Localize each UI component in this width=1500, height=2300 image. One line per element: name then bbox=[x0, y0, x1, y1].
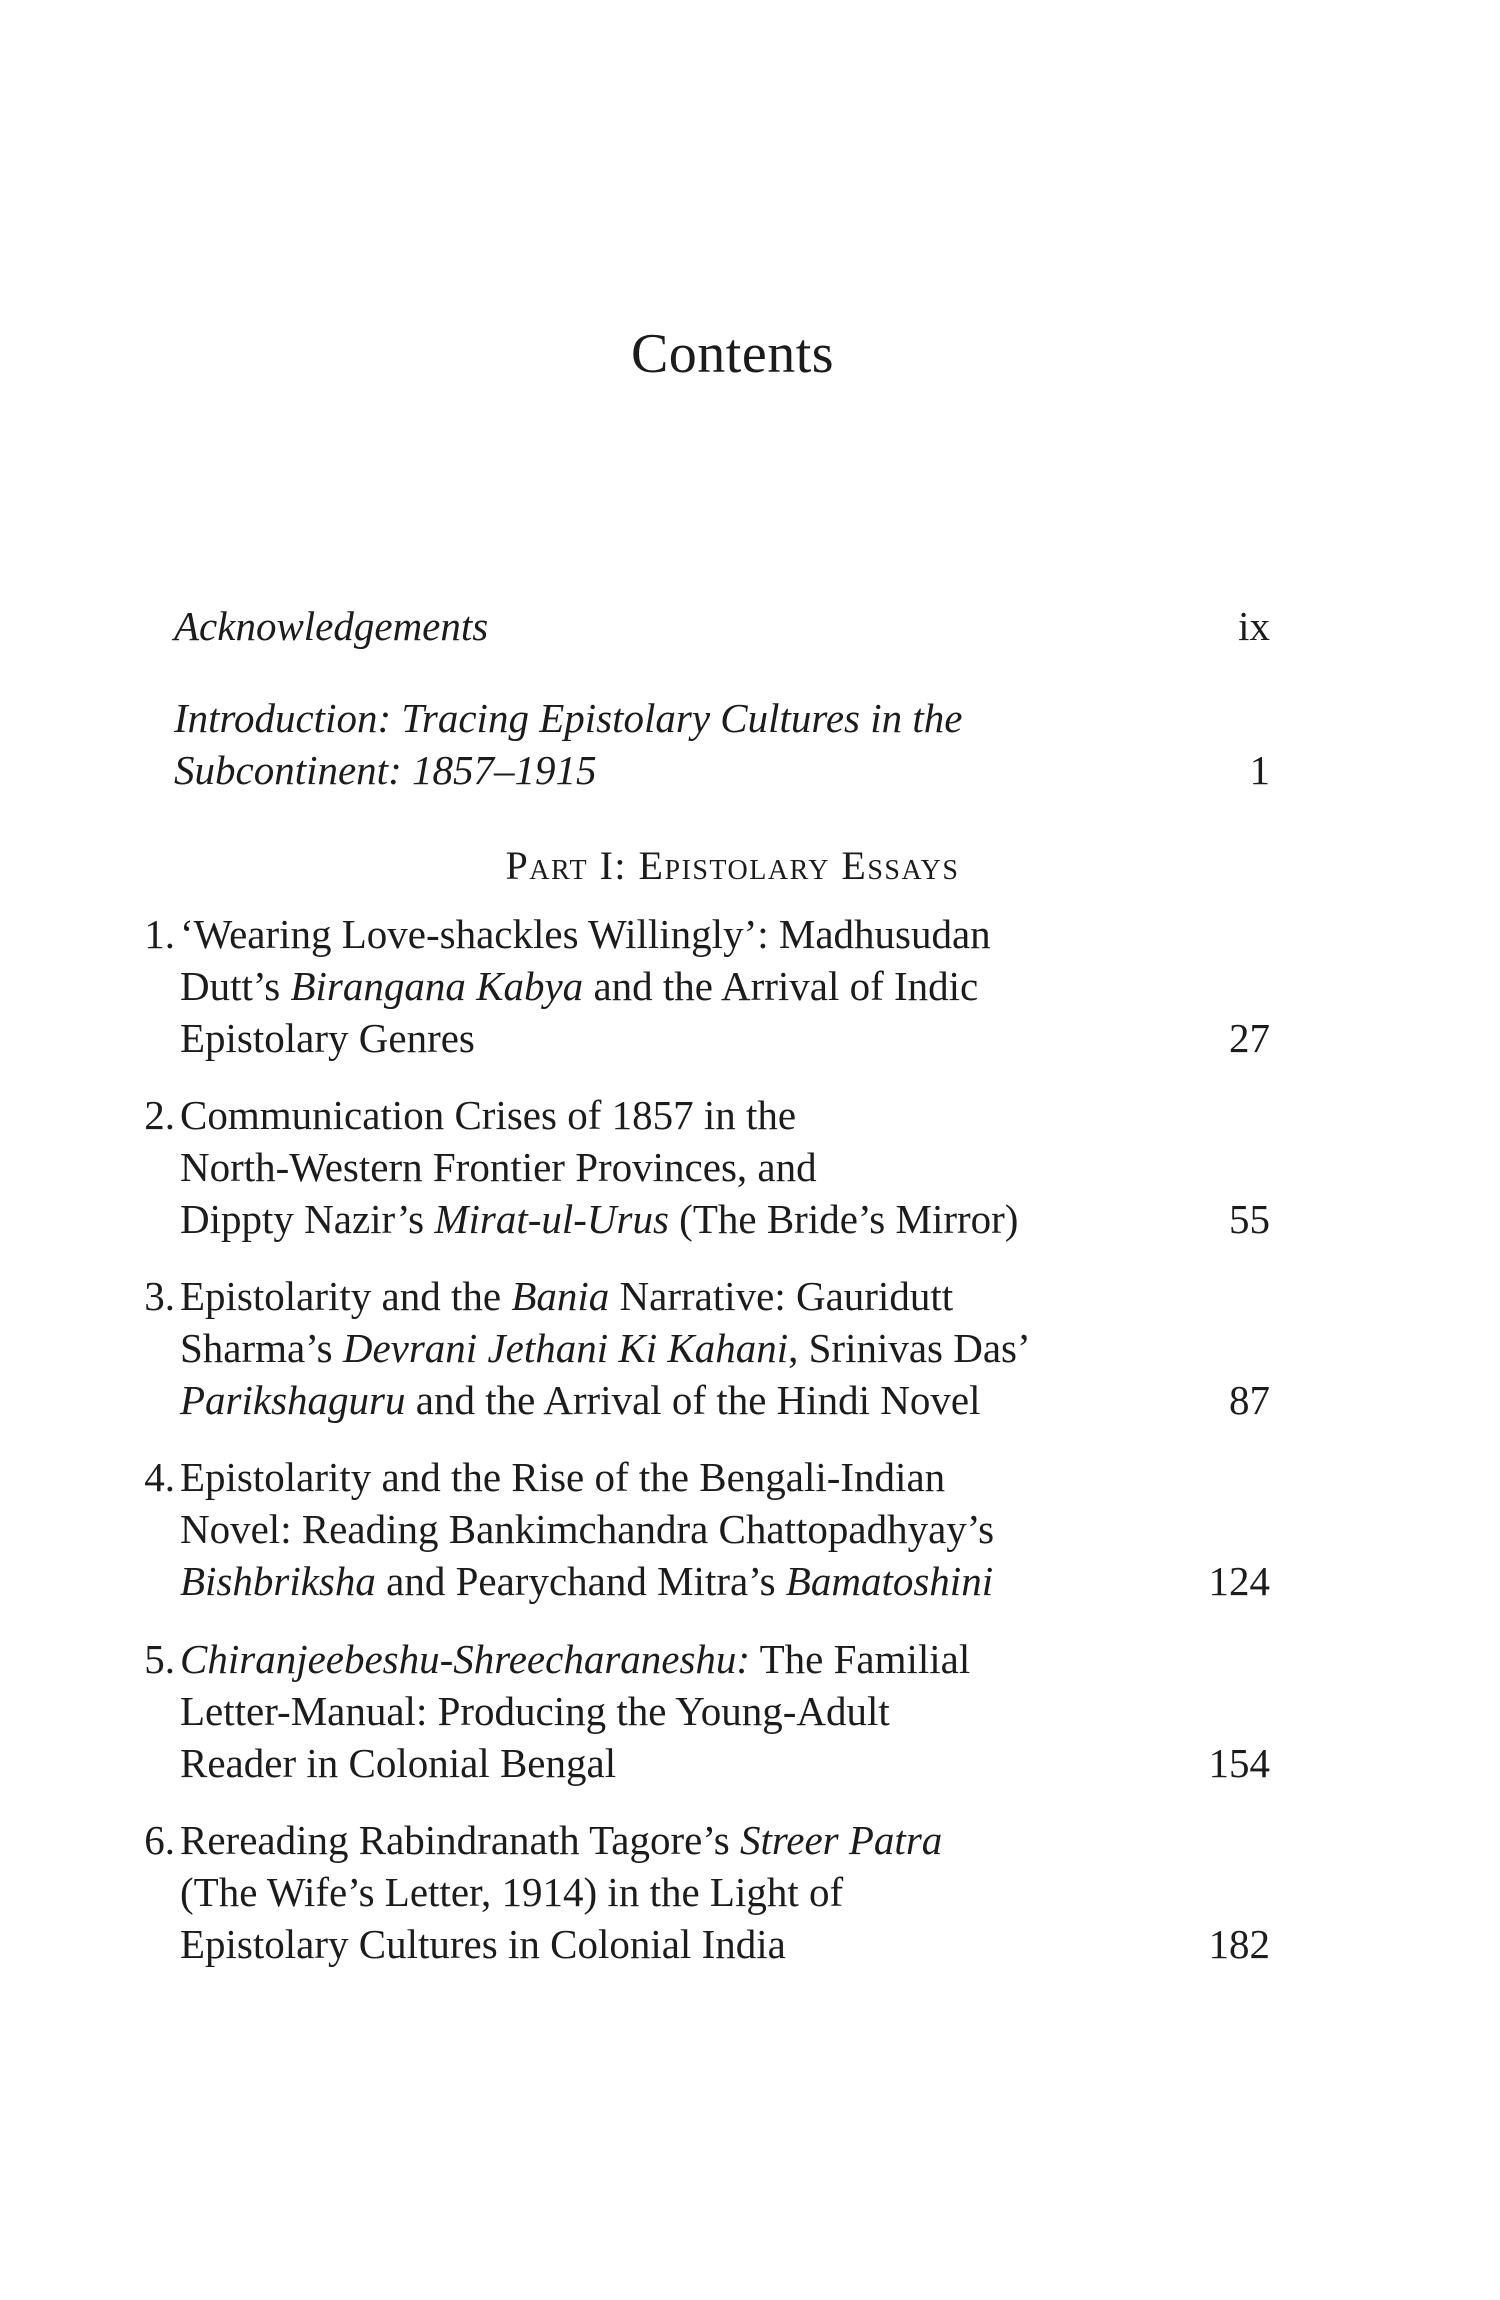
entry-title-line bbox=[180, 1374, 981, 1426]
title-segment: (The Bride’s Mirror) bbox=[668, 1196, 1019, 1242]
entry-title-line bbox=[180, 1193, 1018, 1245]
italic-title-segment: Bania bbox=[511, 1273, 610, 1319]
italic-title-segment: Birangana Kabya bbox=[290, 963, 584, 1009]
page-number: 1 bbox=[1249, 747, 1270, 793]
entry-title-line bbox=[180, 1918, 786, 1970]
entry-title-line bbox=[180, 1503, 994, 1555]
title-segment: Dippty Nazir’s bbox=[180, 1196, 435, 1242]
entry-title-line bbox=[180, 1685, 890, 1737]
toc-entry bbox=[130, 1633, 1270, 1789]
toc-entry bbox=[130, 1814, 1270, 1970]
entry-title-line bbox=[180, 1555, 993, 1607]
page-number: 182 bbox=[1208, 1921, 1270, 1967]
italic-title-segment: Parikshaguru bbox=[180, 1377, 406, 1423]
entry-title-line bbox=[180, 1270, 953, 1322]
title-segment: Narrative: Gauridutt bbox=[609, 1273, 954, 1319]
entry-title-line bbox=[180, 1633, 970, 1685]
page-number: 27 bbox=[1229, 1015, 1270, 1061]
entry-title-line bbox=[180, 1141, 817, 1193]
italic-title-segment: Bishbriksha bbox=[180, 1558, 376, 1604]
title-segment: and the Arrival of the Hindi Novel bbox=[405, 1377, 981, 1423]
entry-title-line bbox=[180, 1089, 796, 1141]
italic-title-segment: Mirat-ul-Urus bbox=[434, 1196, 669, 1242]
italic-title-segment: Introduction: Tracing Epistolary Cultures in the bbox=[174, 695, 963, 741]
title-segment: (The Wife’s Letter, 1914) in the Light of bbox=[180, 1869, 844, 1915]
chapter-number: 1. bbox=[144, 911, 175, 957]
toc-entry bbox=[174, 692, 1270, 796]
page-number: 124 bbox=[1208, 1558, 1270, 1604]
title-segment: The Familial bbox=[750, 1636, 971, 1682]
entry-title-line bbox=[180, 1322, 1031, 1374]
italic-title-segment: Streer Patra bbox=[739, 1817, 943, 1863]
chapter-number: 3. bbox=[144, 1273, 175, 1319]
entry-title-line bbox=[180, 908, 991, 960]
title-segment: ‘Wearing Love-shackles Willingly’: Madhusudan bbox=[180, 911, 991, 957]
title-segment: and Pearychand Mitra’s bbox=[375, 1558, 786, 1604]
toc-entry bbox=[174, 600, 1270, 652]
toc-entry bbox=[130, 1089, 1270, 1245]
entry-title-line bbox=[174, 600, 488, 652]
title-segment: Novel: Reading Bankimchandra Chattopadhyay’s bbox=[180, 1506, 995, 1552]
title-segment: Epistolary Genres bbox=[180, 1015, 475, 1061]
italic-title-segment: Bamatoshini bbox=[785, 1558, 994, 1604]
title-segment: Letter-Manual: Producing the Young-Adult bbox=[180, 1688, 890, 1734]
title-segment: Epistolarity and the bbox=[180, 1273, 512, 1319]
italic-title-segment: Chiranjeebeshu-Shreecharaneshu: bbox=[180, 1636, 751, 1682]
toc-entry bbox=[130, 908, 1270, 1064]
title-segment: and the Arrival of Indic bbox=[583, 963, 979, 1009]
title-segment: North-Western Frontier Provinces, and bbox=[180, 1144, 817, 1190]
title-segment: Sharma’s bbox=[180, 1325, 343, 1371]
chapter-number: 4. bbox=[144, 1454, 175, 1500]
toc-entry bbox=[130, 1270, 1270, 1426]
italic-title-segment: Acknowledgements bbox=[174, 603, 489, 649]
entry-title-line bbox=[174, 744, 596, 796]
entry-title-line bbox=[180, 1814, 942, 1866]
entry-title-line bbox=[180, 1866, 843, 1918]
italic-title-segment: Devrani Jethani Ki Kahani bbox=[342, 1325, 789, 1371]
page-number: 154 bbox=[1208, 1740, 1270, 1786]
chapter-number: 2. bbox=[144, 1092, 175, 1138]
title-segment: , Srinivas Das’ bbox=[788, 1325, 1031, 1371]
entry-title-line bbox=[180, 1451, 945, 1503]
title-segment: Epistolary Cultures in Colonial India bbox=[180, 1921, 786, 1967]
italic-title-segment: Subcontinent: 1857–1915 bbox=[174, 747, 597, 793]
title-segment: Rereading Rabindranath Tagore’s bbox=[180, 1817, 740, 1863]
entry-title-line bbox=[180, 1012, 475, 1064]
part-heading: Part I: Epistolary Essays bbox=[505, 843, 960, 888]
page-number: 87 bbox=[1229, 1377, 1270, 1423]
entry-title-line bbox=[174, 692, 962, 744]
entry-title-line bbox=[180, 960, 978, 1012]
title-segment: Dutt’s bbox=[180, 963, 291, 1009]
page-number: ix bbox=[1238, 603, 1270, 649]
title-segment: Reader in Colonial Bengal bbox=[180, 1740, 617, 1786]
toc-entry bbox=[130, 1451, 1270, 1607]
page-title: Contents bbox=[630, 323, 835, 385]
title-segment: Communication Crises of 1857 in the bbox=[180, 1092, 797, 1138]
entry-title-line bbox=[180, 1737, 616, 1789]
title-segment: Epistolarity and the Rise of the Bengali-Indian bbox=[180, 1454, 946, 1500]
page-number: 55 bbox=[1229, 1196, 1270, 1242]
chapter-number: 5. bbox=[144, 1636, 175, 1682]
chapter-number: 6. bbox=[144, 1817, 175, 1863]
